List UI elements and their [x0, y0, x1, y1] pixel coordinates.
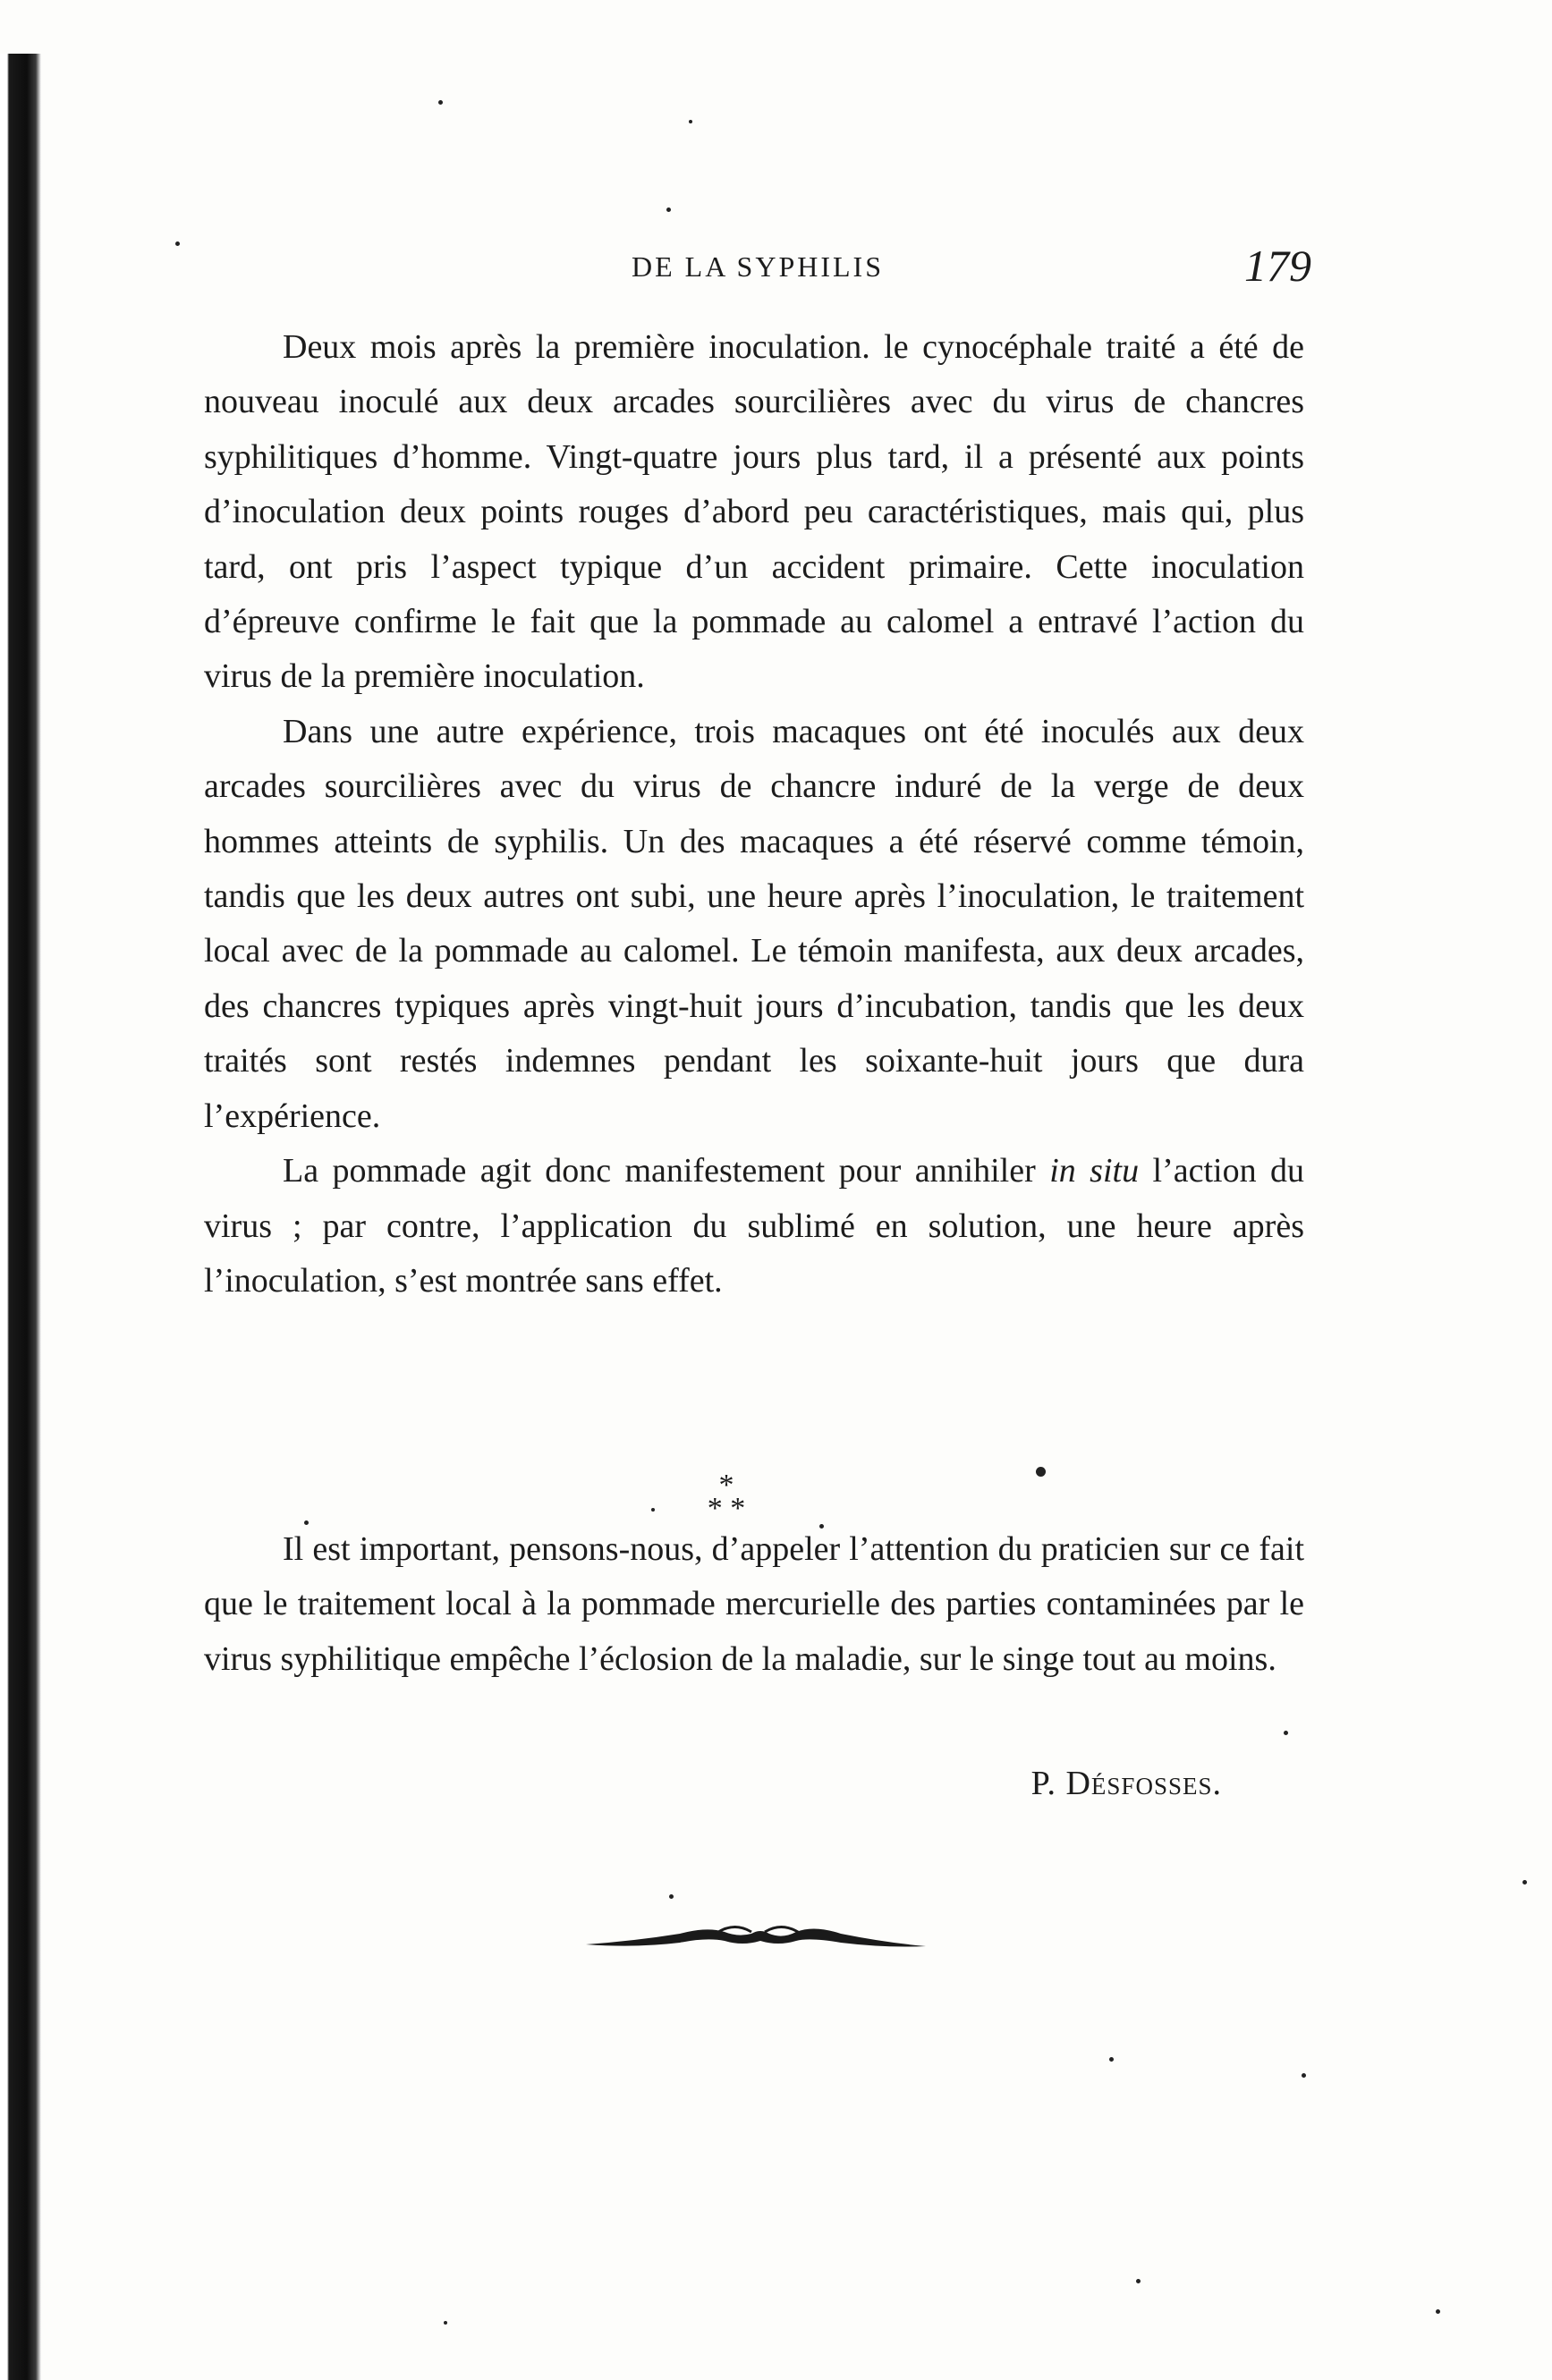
- ink-speck: [1302, 2073, 1306, 2078]
- ink-speck: [444, 2321, 447, 2325]
- ink-speck: [1522, 1880, 1527, 1885]
- running-head: [204, 240, 1311, 293]
- ink-speck: [1436, 2309, 1440, 2314]
- ink-speck: [438, 100, 443, 105]
- asterism-top: *: [718, 1469, 734, 1502]
- ink-speck: [819, 1524, 824, 1529]
- closing-paragraph: Il est important, pensons-nous, d’appeler l’attention du praticien sur ce fait que le traitement local à la pommade mercurielle des parties contaminées par le virus syphilitique empêche l’éclosion de la maladie, sur le singe tout au moins.: [204, 1530, 1304, 1678]
- paragraph-1: Deux mois après la première inoculation. le cynocéphale traité a été de nouveau inoculé aux deux arcades sourcilières avec du virus de chancres syphilitiques d’homme. Vingt-quatre jours plus tard, il a présenté aux points d’inoculation deux points rouges d’abord peu caractéristiques, mais qui, plus tard, ont pris l’aspect typique d’un accident primaire. Cette inoculation d’épreuve confirme le fait que la pommade au calomel a entravé l’action du virus de la première inoculation.: [204, 328, 1304, 696]
- paragraph-3-end: l’action du virus ; par contre, l’application du sublimé en solution, une heure après l’inoculation, s’est montrée sans effet.: [204, 1152, 1304, 1300]
- ink-speck: [689, 120, 692, 123]
- ink-speck: [175, 241, 180, 246]
- tailpiece-ornament-icon: [581, 1914, 930, 1959]
- signature: P. Désfosses.: [1030, 1765, 1222, 1802]
- paragraph-3-start: La pommade agit donc manifestement pour annihiler: [283, 1152, 1050, 1190]
- binding-edge: [0, 54, 41, 2380]
- body-text: [204, 320, 1304, 1309]
- ink-speck: [304, 1520, 309, 1525]
- closing-text: [204, 1522, 1304, 1687]
- ink-speck: [669, 1894, 674, 1899]
- asterism: [673, 1469, 780, 1525]
- asterism-bottom: * *: [707, 1492, 746, 1525]
- ink-speck: [1036, 1467, 1046, 1477]
- paragraph-3: [204, 1144, 1304, 1309]
- page-number: 179: [1244, 241, 1311, 291]
- ink-speck: [651, 1508, 655, 1512]
- paragraph-2: Dans une autre expérience, trois macaques ont été inoculés aux deux arcades sourcilières avec du virus de chancre induré de la verge de deux hommes atteints de syphilis. Un des macaques a été réservé comme témoin, tandis que les deux autres ont subi, une heure après l’inoculation, le traitement local avec de la pommade au calomel. Le témoin manifesta, aux deux arcades, des chancres typiques après vingt-huit jours d’incubation, tandis que les deux traités sont restés indemnes pendant les soixante-huit jours que dura l’expérience.: [204, 712, 1304, 1135]
- ink-speck: [1109, 2057, 1114, 2062]
- ink-speck: [666, 208, 671, 212]
- ink-speck: [1284, 1731, 1288, 1735]
- running-title: DE LA SYPHILIS: [631, 250, 884, 283]
- italic-phrase: in situ: [1049, 1152, 1140, 1190]
- ink-speck: [1136, 2279, 1141, 2283]
